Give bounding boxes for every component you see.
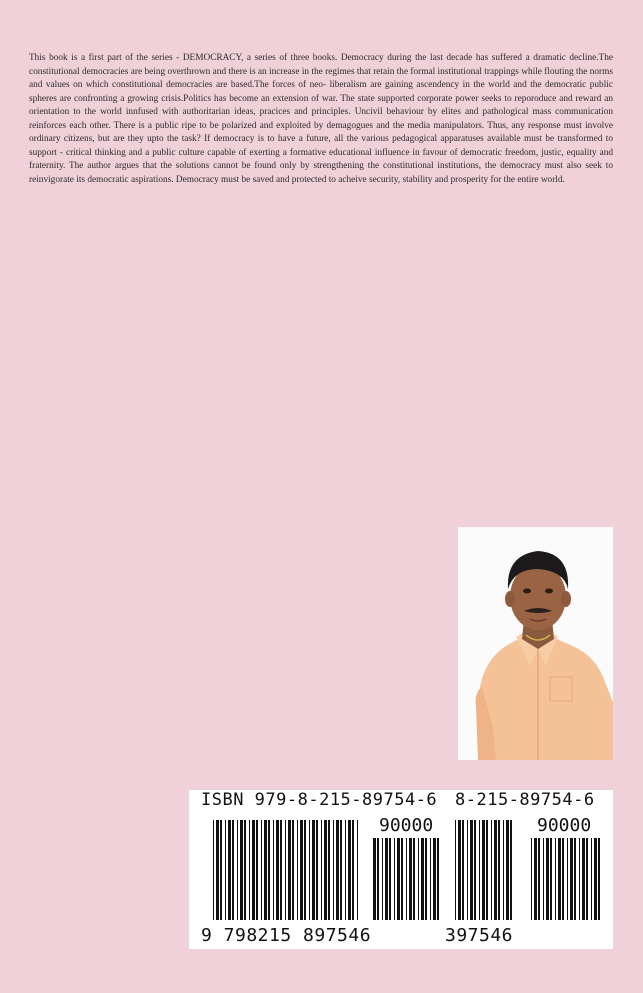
barcode-bar — [467, 820, 468, 920]
barcode-bar — [389, 838, 391, 920]
barcode-bar — [249, 820, 250, 920]
barcode-bar — [562, 838, 564, 920]
isbn-label: ISBN 979-8-215-89754-6 — [201, 790, 438, 810]
isbn-barcode — [189, 790, 613, 949]
barcode-bar — [261, 820, 262, 920]
barcode-bar — [482, 820, 485, 920]
barcode-bar — [297, 820, 298, 920]
barcode-bar — [220, 820, 222, 920]
barcode-bar — [582, 838, 585, 920]
barcode-digits-duplicate: 397546 — [445, 925, 514, 946]
barcode-bar — [558, 838, 561, 920]
barcode-bar — [321, 820, 322, 920]
barcode-bar — [455, 820, 456, 920]
barcode-bar — [357, 820, 358, 920]
barcode-bars-duplicate — [455, 820, 517, 928]
price-addon: 90000 — [379, 815, 434, 836]
barcode-bar — [309, 820, 310, 920]
barcode-bar — [486, 820, 488, 920]
barcode-bar — [300, 820, 303, 920]
barcode-bar — [280, 820, 282, 920]
barcode-bar — [433, 838, 436, 920]
barcode-bar — [397, 838, 400, 920]
barcode-bar — [273, 820, 274, 920]
back-cover-blurb: This book is a first part of the series - DEMOCRACY, a series of three books. Democracy during the last decade has suffered a dramatic decline.The constitutional democracies are being overthrown and there is an increase in the regimes that retain the formal institutional trappings while flouting the norms and values on which constitutional democracies are based.The forces of neo- liberalism are gaining ascendency in the world and the democratic public spheres are confronting a growing crisis.Politics has become an extension of war. The state supported corporate power seeks to reporoduce and reward an orientation to the world innfused with authoritarian ideas, pracices and principles. Uncivil behaviour by elites and pathological mass communication reinforces each other. There is a public ripe to be polarized and exploited by demagogues and the media manipulators. Thus, any response must involve ordinary citizens, but are they upto the task? If democracy is to have a future, all the various pedagogical apparatuses available must be transformed to support - critical thinking and a public culture capable of exerting a formative educational influence in favour of democratic freedom, justic, equality and fraternity. The author argues that the solutions cannot be found only by strengthening the constitutional institutions, the democracy must also seek to reinvigorate its democratic aspirations. Democracy must be saved and protected to acheive security, stability and prosperity for the entire world. — [29, 53, 613, 185]
barcode-bar — [546, 838, 549, 920]
barcode-bar — [498, 820, 500, 920]
barcode-bar — [462, 820, 464, 920]
barcode-bar — [409, 838, 412, 920]
barcode-bar — [543, 838, 544, 920]
barcode-bar — [437, 838, 439, 920]
barcode-bars-addon — [373, 820, 443, 928]
barcode-bars-main — [213, 820, 361, 928]
barcode-bar — [418, 838, 419, 920]
barcode-bar — [510, 820, 512, 920]
barcode-bar — [506, 820, 509, 920]
barcode-bar — [406, 838, 407, 920]
barcode-bar — [394, 838, 395, 920]
barcode-bar — [304, 820, 306, 920]
barcode-bar — [316, 820, 318, 920]
barcode-bar — [213, 820, 214, 920]
barcode-bar — [237, 820, 238, 920]
barcode-bar — [377, 838, 379, 920]
barcode-bar — [228, 820, 231, 920]
barcode-bar — [586, 838, 588, 920]
barcode-bar — [594, 838, 597, 920]
barcode-bar — [598, 838, 600, 920]
barcode-bar — [413, 838, 415, 920]
isbn-label-duplicate: 8-215-89754-6 — [455, 790, 595, 810]
barcode-bar — [268, 820, 270, 920]
barcode-bar — [421, 838, 424, 920]
barcode-bar — [225, 820, 226, 920]
barcode-bar — [256, 820, 258, 920]
barcode-bar — [491, 820, 492, 920]
barcode-digits: 9 798215 897546 — [201, 925, 372, 946]
barcode-bar — [352, 820, 354, 920]
barcode-bar — [579, 838, 580, 920]
barcode-bar — [292, 820, 294, 920]
barcode-bar — [333, 820, 334, 920]
barcode-bar — [570, 838, 573, 920]
barcode-bar — [425, 838, 427, 920]
barcode-bar — [340, 820, 342, 920]
barcode-bar — [401, 838, 403, 920]
barcode-bar — [373, 838, 376, 920]
barcode-bar — [324, 820, 327, 920]
barcode-bar — [276, 820, 279, 920]
barcode-bar — [216, 820, 219, 920]
barcode-bar — [328, 820, 330, 920]
barcode-bar — [574, 838, 576, 920]
price-addon-duplicate: 90000 — [537, 815, 592, 836]
barcode-bar — [382, 838, 383, 920]
barcode-bar — [312, 820, 315, 920]
barcode-bar — [591, 838, 592, 920]
barcode-bar — [285, 820, 286, 920]
barcode-bar — [531, 838, 532, 920]
barcode-bar — [240, 820, 243, 920]
barcode-bar — [474, 820, 476, 920]
barcode-bar — [567, 838, 568, 920]
barcode-bar — [494, 820, 497, 920]
barcode-bar — [232, 820, 234, 920]
barcode-bar — [385, 838, 388, 920]
barcode-bar — [244, 820, 246, 920]
barcode-bar — [430, 838, 431, 920]
barcode-bar — [348, 820, 351, 920]
barcode-bar — [550, 838, 552, 920]
barcode-bars-addon-duplicate — [531, 820, 601, 928]
barcode-bar — [479, 820, 480, 920]
barcode-bar — [288, 820, 291, 920]
barcode-bar — [470, 820, 473, 920]
barcode-bar — [503, 820, 504, 920]
barcode-bar — [538, 838, 540, 920]
barcode-bar — [252, 820, 255, 920]
barcode-bar — [336, 820, 339, 920]
barcode-bar — [555, 838, 556, 920]
barcode-bar — [534, 838, 537, 920]
author-portrait-illustration — [458, 527, 613, 760]
barcode-bar — [458, 820, 461, 920]
barcode-bar — [345, 820, 346, 920]
author-photo — [458, 527, 613, 760]
barcode-bar — [264, 820, 267, 920]
